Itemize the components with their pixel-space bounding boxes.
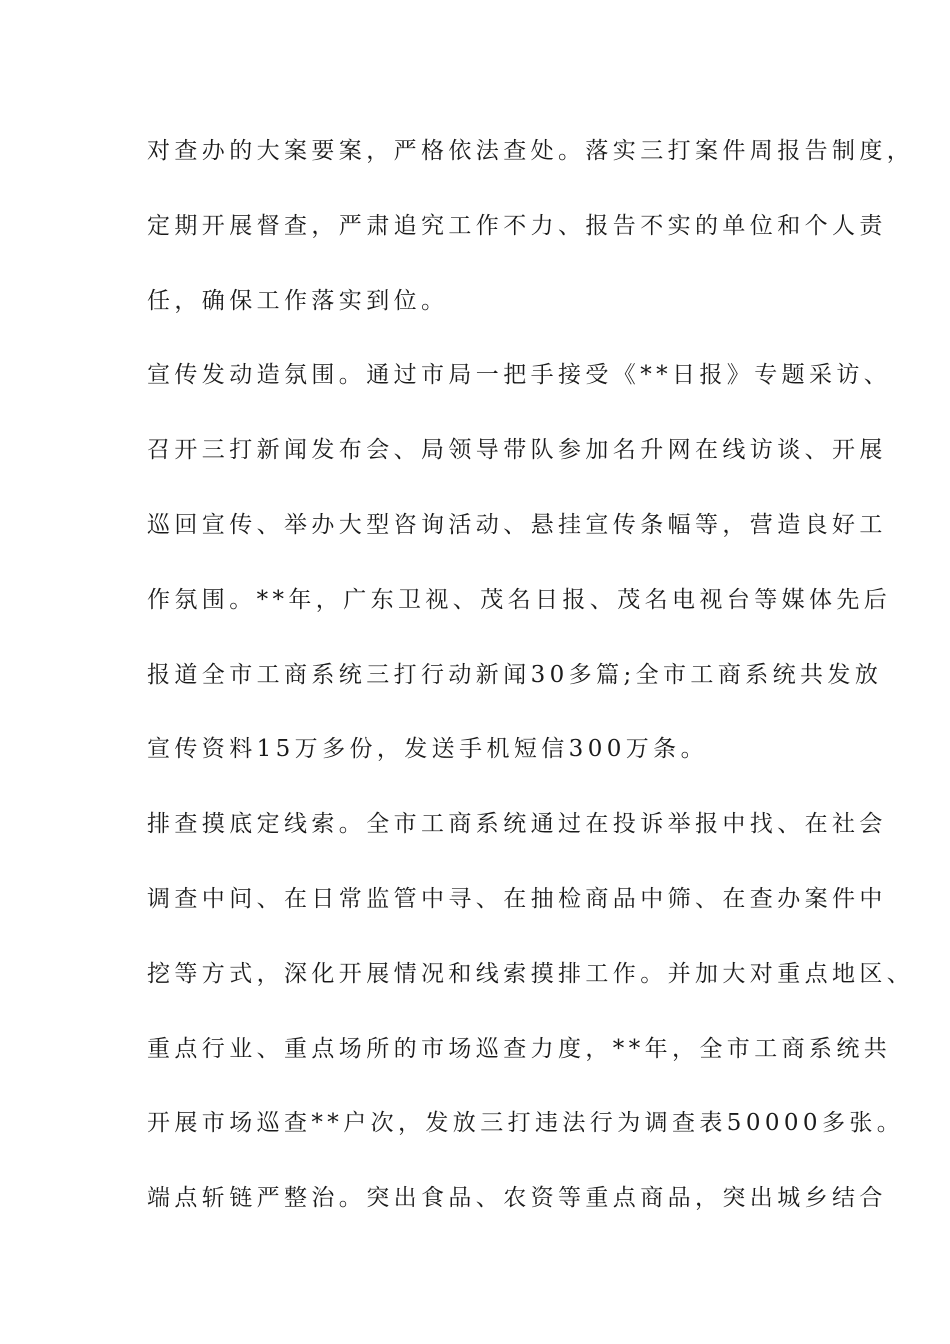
text-line: 召开三打新闻发布会、局领导带队参加名升网在线访谈、开展 <box>147 437 887 463</box>
text-line: 任，确保工作落实到位。 <box>147 288 449 314</box>
text-line: 调查中问、在日常监管中寻、在抽检商品中筛、在查办案件中 <box>147 886 887 912</box>
text-line: 挖等方式，深化开展情况和线索摸排工作。并加大对重点地区、 <box>147 961 915 987</box>
paragraph-heading-line: 排查摸底定线索。全市工商系统通过在投诉举报中找、在社会 <box>147 811 887 837</box>
text-line: 对查办的大案要案，严格依法查处。落实三打案件周报告制度， <box>147 138 915 164</box>
text-line: 巡回宣传、举办大型咨询活动、悬挂宣传条幅等，营造良好工 <box>147 512 887 538</box>
text-line: 宣传资料15万多份，发送手机短信300万条。 <box>147 736 708 762</box>
text-line: 定期开展督查，严肃追究工作不力、报告不实的单位和个人责 <box>147 213 887 239</box>
text-line: 作氛围。**年，广东卫视、茂名日报、茂名电视台等媒体先后 <box>147 587 892 613</box>
paragraph-heading-line: 端点斩链严整治。突出食品、农资等重点商品，突出城乡结合 <box>147 1185 887 1211</box>
paragraph-heading-line: 宣传发动造氛围。通过市局一把手接受《**日报》专题采访、 <box>147 362 892 388</box>
text-line: 重点行业、重点场所的市场巡查力度，**年，全市工商系统共 <box>147 1036 892 1062</box>
text-line: 开展市场巡查**户次，发放三打违法行为调查表50000多张。 <box>147 1110 905 1136</box>
text-line: 报道全市工商系统三打行动新闻30多篇;全市工商系统共发放 <box>147 662 883 688</box>
